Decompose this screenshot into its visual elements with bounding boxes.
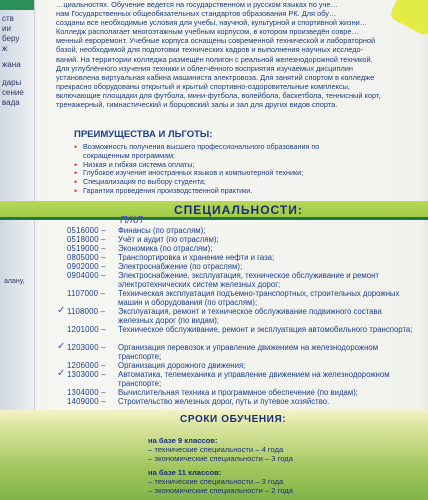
intro-line: Колледж располагает многоэтажным учебным корпусом, в котором произведён совре…: [56, 27, 359, 37]
intro-text: [56, 0, 426, 109]
terms-line: – экономические специальности – 2 года: [148, 486, 293, 495]
checkmark-icon: ✓: [57, 305, 66, 316]
intro-line: включающие площадки для футбола, мини-футбола, волейбола, баскетбола, теннисный корт,: [56, 90, 381, 100]
specialty-name: Учёт и аудит (по отраслям);: [118, 235, 219, 244]
specialty-name: Электроснабжение, эксплуатация, техническое обслуживание и ремонт электротехнических систем железных дорог;: [118, 271, 379, 289]
specialty-code: 0519000 –: [67, 244, 106, 253]
intro-line: нам Государственных общеобязательных стандартов образования РК. Для обу…: [56, 9, 337, 19]
specialty-code: 1108000 –: [67, 307, 106, 316]
specialty-code: 1304000 –: [67, 388, 106, 397]
specialty-name: Организация перевозок и управление движением на железнодорожном транспорте;: [118, 343, 379, 361]
left-fragment: сение: [2, 88, 24, 97]
specialty-code: 1206000 –: [67, 361, 106, 370]
specialty-code: 0805000 –: [67, 253, 106, 262]
intro-line: прекрасно оборудованы открытый и крытый спортивно-оздоровительные комплексы,: [56, 81, 350, 91]
terms-block: [148, 468, 293, 495]
intro-line: …циальностях. Обучение ведется на государственном и русском языках по уче…: [56, 0, 338, 9]
specialties-title: СПЕЦИАЛЬНОСТИ:: [174, 203, 303, 217]
left-fragment: вада: [2, 98, 20, 107]
terms-line: – технические специальности – 3 года: [148, 477, 284, 486]
advantages-title: ПРЕИМУЩЕСТВА И ЛЬГОТЫ:: [74, 129, 213, 140]
terms-line: – технические специальности – 4 года: [148, 445, 284, 454]
specialty-name: Финансы (по отраслям);: [118, 226, 206, 235]
specialty-name: Транспортировка и хранение нефти и газа;: [118, 253, 275, 262]
specialty-name: Организация дорожного движения;: [118, 361, 246, 370]
advantage-item: • Гарантия проведения производственной практики.: [74, 187, 353, 196]
specialty-code: 1203000 –: [67, 343, 106, 352]
intro-line: установлена виртуальная кабина машиниста электровоза. Для занятий спортом в колледже: [56, 72, 375, 82]
intro-line: тренажерный, гимнастический и борцовский залы и зал для других видов спорта.: [56, 100, 338, 110]
left-fragment: жана: [2, 60, 21, 69]
specialty-code: 1107000 –: [67, 289, 106, 298]
specialty-name: Электроснабжение (по отраслям);: [118, 262, 243, 271]
left-fragment: ии: [2, 24, 11, 33]
specialty-name: Автоматика, телемеханика и управление движением на железнодорожном транспорте;: [118, 370, 390, 388]
intro-line: Для углублённого изучения техники и облегчённого восприятия изучаемых дисциплин: [56, 63, 353, 73]
specialty-name: Экономика (по отраслям);: [118, 244, 213, 253]
advantage-item: • Глубокое изучение иностранных языков и компьютерной техники;: [74, 169, 353, 178]
intro-line: ваний. На территории колледжа размещён полигон с реальной железнодорожной техникой.: [56, 54, 373, 64]
specialty-name: Техническое обслуживание, ремонт и эксплуатация автомобильного транспорта;: [118, 325, 413, 334]
left-green-bar: [0, 0, 34, 10]
specialty-name: Техническая эксплуатация подъемно-транспортных, строительных дорожных машин и оборудования (по отраслям);: [118, 289, 400, 307]
specialty-code: 0516000 –: [67, 226, 106, 235]
checkmark-icon: ✓: [57, 368, 66, 379]
specialty-code: 1201000 –: [67, 325, 106, 334]
terms-head: на базе 9 классов:: [148, 436, 218, 445]
left-fragment: дары: [2, 78, 22, 87]
intro-line: созданы все необходимые условия для учебы, научной, культурной и спортивной жизни…: [56, 18, 368, 28]
specialty-name: Вычислительная техника и программное обеспечение (по видам);: [118, 388, 358, 397]
specialty-code: 1409000 –: [67, 397, 106, 406]
intro-line: базой, необходимой для подготовки технических кадров и выполнения научных исследо-: [56, 45, 364, 55]
advantage-item: • Низкая и гибкая система оплаты;: [74, 161, 353, 170]
left-fragment: ж: [2, 44, 8, 53]
specialty-code: 0904000 –: [67, 271, 106, 280]
terms-head: на базе 11 классов:: [148, 468, 222, 477]
specialty-name: Строительство железных дорог, путь и путевое хозяйство.: [118, 397, 330, 406]
handwritten-note: П/КЛ: [120, 215, 143, 226]
specialty-name: Эксплуатация, ремонт и техническое обслуживание подвижного состава железных дорог (по видам);: [118, 307, 382, 325]
intro-line: менный евроремонт. Учебные корпуса оснащены современной технической и лабораторной: [56, 36, 376, 46]
header-stripe: [0, 217, 428, 220]
terms-title: СРОКИ ОБУЧЕНИЯ:: [180, 414, 287, 425]
left-fragment: берy: [2, 34, 20, 43]
specialty-code: 0902000 –: [67, 262, 106, 271]
left-fragment: алану,: [4, 278, 25, 285]
advantage-item: • Возможность получения высшего профессионального образования по сокращенным программам;: [74, 143, 353, 161]
left-fragment: ств: [2, 14, 14, 23]
advantages-list: [74, 143, 353, 196]
checkmark-icon: ✓: [57, 341, 66, 352]
specialty-code: 1303000 –: [67, 370, 106, 379]
terms-line: – экономические специальности – 3 года: [148, 454, 293, 463]
specialty-code: 0518000 –: [67, 235, 106, 244]
terms-block: [148, 436, 293, 463]
advantage-item: • Специализация по выбору студента;: [74, 178, 353, 187]
